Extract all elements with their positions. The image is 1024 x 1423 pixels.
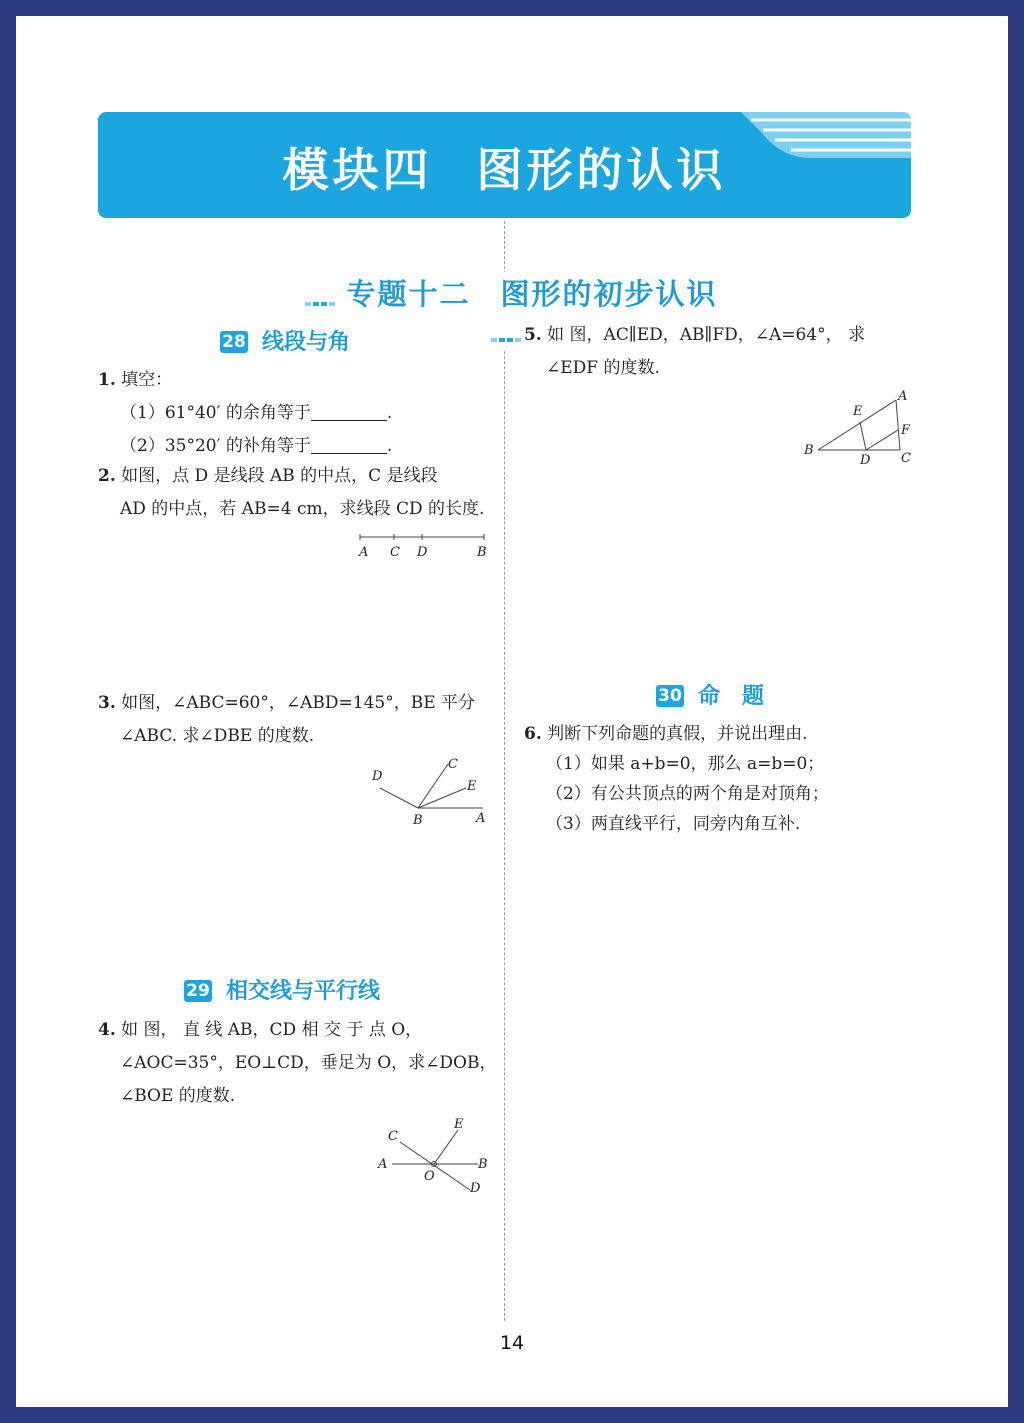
label-e: E [853,404,863,419]
figure-triangle-parallel [800,384,920,466]
label-e: E [454,1117,464,1132]
label-d: D [860,453,871,466]
question-1-part-2: （2）35°20′ 的补角等于 [120,436,311,456]
question-4-line-2: ∠AOC=35°，EO⊥CD，垂足为 O，求∠DOB， [120,1053,497,1073]
question-5 [524,319,914,385]
label-b: B [804,443,814,458]
topic-title-part-a: 专题十二 [346,277,471,311]
question-2-line-1: 如图，点 D 是线段 AB 的中点，C 是线段 [121,466,438,486]
page [16,16,1008,1407]
figure-angle-abc [368,754,498,834]
question-1-number: 1. [98,370,116,390]
question-2-number: 2. [98,466,116,486]
label-f: F [901,423,911,438]
label-e: E [467,779,477,794]
question-1-part-1-end: . [386,403,393,423]
answer-blank-1[interactable] [311,402,387,421]
question-4 [98,1014,498,1113]
section-28-heading [220,325,350,356]
module-title-part-b: 图形的认识 [476,143,727,197]
dots-right-decoration [490,315,522,349]
question-4-number: 4. [98,1020,116,1040]
answer-blank-2[interactable] [311,435,387,454]
label-b: B [413,813,423,828]
module-title-part-a: 模块四 [282,143,433,197]
label-d: D [417,545,428,560]
label-c: C [388,1129,398,1144]
label-b: B [477,545,487,560]
column-divider [504,221,505,1321]
label-c: C [448,757,458,772]
page-number: 14 [499,1332,525,1354]
section-29-heading [184,974,380,1005]
question-1-part-2-end: . [386,436,393,456]
question-6-part-3: （3）两直线平行，同旁内角互补. [546,814,801,834]
label-a: A [359,545,369,560]
question-2 [98,460,498,526]
section-30-badge: 30 [656,685,684,707]
label-a: A [898,389,908,404]
label-c: C [390,545,400,560]
question-5-line-1: 如 图，AC∥ED，AB∥FD，∠A=64°， 求 [547,325,866,345]
label-o: O [424,1169,435,1184]
question-6 [524,719,914,839]
label-a: A [378,1157,388,1172]
module-title [98,134,911,200]
question-3-line-1: 如图，∠ABC=60°，∠ABD=145°，BE 平分 [121,693,476,713]
topic-title-part-b: 图形的初步认识 [500,277,718,311]
question-1 [98,364,498,463]
label-a: A [476,811,486,826]
question-4-line-1: 如 图， 直 线 AB，CD 相 交 于 点 O， [121,1020,423,1040]
section-28-badge: 28 [220,331,248,353]
question-5-line-2: ∠EDF 的度数. [546,358,660,378]
question-3 [98,687,498,753]
label-c: C [901,451,911,466]
module-banner [98,112,911,218]
label-d: D [372,769,383,784]
question-3-line-2: ∠ABC. 求∠DBE 的度数. [120,726,315,746]
section-30-title: 命 题 [698,684,765,709]
question-6-part-1: （1）如果 a+b=0，那么 a=b=0； [546,754,825,774]
question-1-part-1: （1）61°40′ 的余角等于 [120,403,311,423]
question-5-number: 5. [524,325,542,345]
label-d: D [470,1181,481,1196]
question-2-line-2: AD 的中点，若 AB=4 cm，求线段 CD 的长度. [120,499,485,519]
question-6-number: 6. [524,724,542,744]
question-6-part-2: （2）有公共顶点的两个角是对顶角； [546,784,829,804]
figure-intersecting-lines [374,1112,494,1204]
section-28-title: 线段与角 [262,330,351,355]
question-1-stem: 填空： [121,370,173,390]
section-29-badge: 29 [184,980,212,1002]
label-b: B [478,1157,488,1172]
dots-left-decoration [304,279,336,313]
question-6-stem: 判断下列命题的真假，并说出理由. [547,724,808,744]
question-4-line-3: ∠BOE 的度数. [120,1086,236,1106]
figure-segment-ab [356,530,496,560]
question-3-number: 3. [98,693,116,713]
section-29-title: 相交线与平行线 [226,979,381,1004]
section-30-heading [656,679,764,710]
